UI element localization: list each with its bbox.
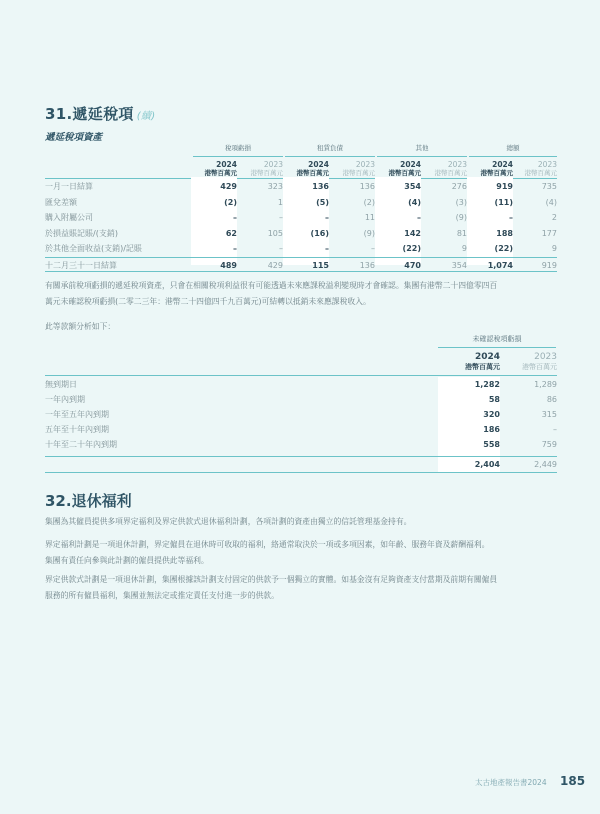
cell: – [553,425,557,434]
cell: 136 [359,182,375,191]
table-row [45,407,557,422]
cell: (5) [316,197,329,207]
table-year-header [45,352,557,376]
row-label: 一年至五年內到期 [45,410,109,419]
paragraph-line: 有關承前稅項虧損的遞延稅項資產，只會在相關稅項利益很有可能透過未來應課稅溢利變現時才會確認。集團有港幣二十四億零四百 [45,281,498,290]
cell: – [325,213,329,222]
continued-label: (續) [136,111,156,122]
cell: 58 [488,395,500,404]
table-total-row [45,456,557,473]
cell: 315 [541,410,557,419]
year-col [377,160,421,178]
paragraph-line: 界定福利計劃是一項退休計劃，界定僱員在退休時可收取的福利，絡通常取決於一項或多項因素，如年齡、服務年資及薪酬福利。 [45,540,490,549]
cell: 470 [404,260,421,270]
row-label: 匯兌差額 [45,197,77,207]
deferred-tax-assets-rows [45,179,557,272]
table-row [45,377,557,392]
table-group-header [45,143,557,157]
cell: 9 [461,244,467,253]
cell: 1,282 [474,380,500,389]
unit-label: 港幣百萬元 [434,169,467,177]
year-label: 2023 [447,160,467,169]
table-row [45,226,557,242]
table-row [45,241,557,257]
unit-label: 港幣百萬元 [250,169,283,177]
cell: (9) [455,213,467,222]
cell: 558 [483,440,500,449]
table-row [45,437,557,452]
unit-label: 港幣百萬元 [296,169,329,177]
cell: 2,449 [534,460,557,469]
paragraph-line: 萬元未確認稅項虧損(二零二三年：港幣二十四億四千九百萬元)可結轉以抵銷未來應課稅收入。 [45,297,371,306]
paragraph-line: 集團有責任向參與此計劃的僱員提供此等福利。 [45,556,209,565]
table-row [45,422,557,437]
cell: 136 [312,182,329,191]
group-unrecognised-tax-losses: 未確認稅項虧損 [438,334,556,348]
year-label: 2024 [492,160,513,169]
cell: 354 [451,260,467,270]
year-label: 2023 [537,160,557,169]
cell: – [279,244,283,253]
year-col [285,160,329,178]
cell: 188 [496,228,513,238]
paragraph-analysis: 此等款額分析如下： [45,322,116,331]
cell: 2,404 [474,460,500,469]
year-label: 2023 [355,160,375,169]
cell: 86 [546,395,557,404]
cell: 429 [220,182,237,191]
cell: (2) [363,197,375,207]
cell: 919 [496,182,513,191]
paragraph-line: 服務的所有僱員福利，集團並無法定或推定責任支付進一步的供款。 [45,591,279,600]
cell: (2) [224,197,237,207]
paragraph-defined-contribution [45,572,560,604]
year-label: 2023 [534,352,557,362]
paragraph-defined-benefit [45,537,560,569]
cell: 1 [277,197,283,207]
deferred-tax-assets-table [45,143,557,179]
group-tax-losses: 稅項虧損 [193,143,283,157]
cell: – [417,213,421,222]
cell: 186 [483,425,500,434]
cell: 105 [267,228,283,238]
year-label: 2024 [400,160,421,169]
paragraph-tax-losses [45,278,560,310]
paragraph-retirement-intro: 集團為其僱員提供多項界定福利及界定供款式退休福利計劃，各項計劃的資產由獨立的信託管理基金持有。 [45,517,412,526]
paragraph-line: 界定供款式計劃是一項退休計劃，集團根據該計劃支付固定的供款予一個獨立的實體。如基金沒有足夠資產支付當期及前期有關僱員 [45,575,498,584]
cell: (22) [402,244,421,253]
cell: 142 [404,228,421,238]
year-col [239,160,283,178]
cell: 9 [551,244,557,253]
year-col [497,352,557,372]
unit-label: 港幣百萬元 [204,169,237,177]
row-label: 無到期日 [45,380,77,389]
year-col [331,160,375,178]
year-col [513,160,557,178]
unit-label: 港幣百萬元 [522,363,557,371]
table-total-row [45,257,557,273]
cell: 81 [456,228,467,238]
footer-report-name: 太古地產報告書2024 [475,778,547,787]
table-row [45,179,557,195]
table-row [45,392,557,407]
cell: 11 [364,213,375,222]
page-number: 185 [560,774,586,788]
cell: – [325,244,329,253]
cell: (22) [494,244,513,253]
section-32-title: 32.退休福利 [45,492,132,510]
group-others: 其他 [377,143,467,157]
year-label: 2023 [263,160,283,169]
table-row [45,195,557,211]
year-col [440,352,500,372]
year-label: 2024 [308,160,329,169]
year-label: 2024 [216,160,237,169]
row-label: 於損益賬記賬/(支銷) [45,228,118,238]
cell: (4) [545,197,557,207]
cell: 429 [267,260,283,270]
cell: (3) [455,197,467,207]
table-year-header [45,157,557,179]
cell: – [233,244,237,253]
row-label: 於其他全面收益(支銷)/記賬 [45,244,142,253]
cell: 323 [267,182,283,191]
cell: 354 [404,182,421,191]
year-col [469,160,513,178]
table-row [45,210,557,226]
unit-label: 港幣百萬元 [388,169,421,177]
row-label: 一月一日結算 [45,182,93,191]
group-lease-liabilities: 租賃負債 [285,143,375,157]
cell: 489 [220,260,237,270]
row-label: 購入附屬公司 [45,213,93,222]
cell: 177 [541,228,557,238]
cell: – [279,213,283,222]
row-label: 十年至二十年內到期 [45,440,117,449]
year-label: 2024 [474,352,500,362]
deferred-tax-assets-subtitle: 遞延稅項資產 [45,132,103,143]
table-body [45,377,557,473]
cell: 735 [541,182,557,191]
row-label: 十二月三十一日結算 [45,260,117,270]
cell: – [509,213,513,222]
cell: 2 [551,213,557,222]
section-31-title [45,103,155,124]
year-col [423,160,467,178]
cell: 759 [541,440,557,449]
unit-label: 港幣百萬元 [524,169,557,177]
group-total: 總額 [469,143,557,157]
unit-label: 港幣百萬元 [480,169,513,177]
row-label: 一年內到期 [45,395,85,404]
cell: (16) [310,228,329,238]
cell: 276 [451,182,467,191]
row-label: 五年至十年內到期 [45,425,109,434]
cell: – [371,244,375,253]
cell: 115 [312,260,329,270]
unit-label: 港幣百萬元 [465,363,500,371]
year-col [193,160,237,178]
cell: 1,289 [534,380,557,389]
cell: – [233,213,237,222]
section-heading-text: 31.遞延稅項 [45,105,134,123]
cell: 919 [541,260,557,270]
cell: 1,074 [487,260,513,270]
cell: (4) [408,197,421,207]
cell: 62 [225,228,237,238]
cell: (9) [363,228,375,238]
cell: 136 [359,260,375,270]
cell: (11) [494,197,513,207]
cell: 320 [483,410,500,419]
unit-label: 港幣百萬元 [342,169,375,177]
